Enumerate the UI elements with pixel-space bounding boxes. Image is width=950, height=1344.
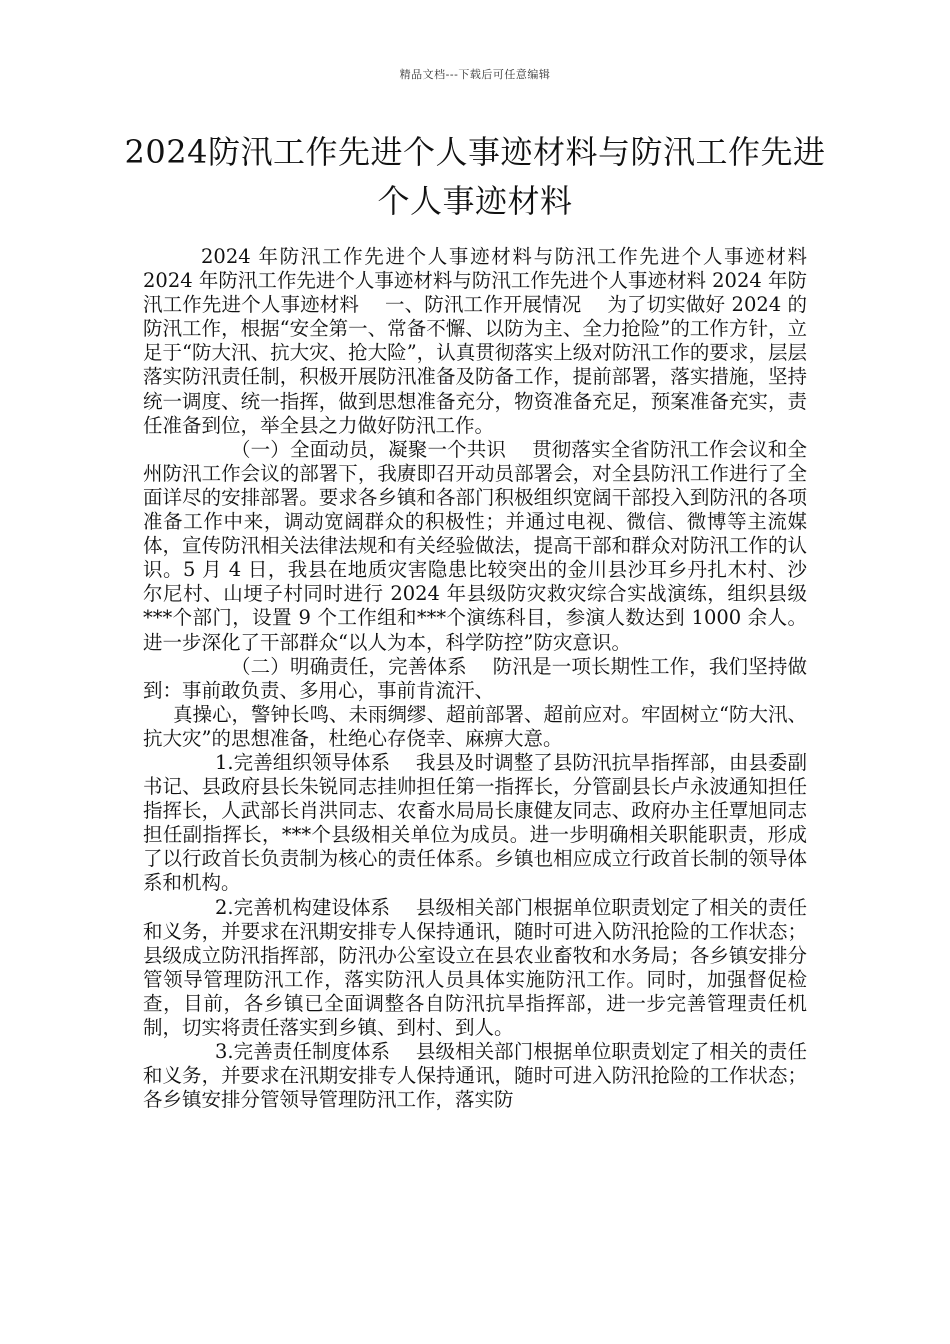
paragraph-item-2: 2.完善机构建设体系 县级相关部门根据单位职责划定了相关的责任和义务，并要求在汛期安排专人保持通讯，随时可进入防汛抢险的工作状态；县级成立防汛指挥部，防汛办公室设立在县农业畜牧和水务局；各乡镇安排分管领导管理防汛工作，落实防汛人员具体实施防汛工作。同时，加强督促检查，目前，各乡镇已全面调整各自防汛抗旱指挥部，进一步完善管理责任机制，切实将责任落实到乡镇、到村、到人。 [143,895,807,1039]
document-body [143,245,833,1112]
header-note: 精品文档---下载后可任意编辑 [399,68,551,81]
paragraph-section-1: （一）全面动员，凝聚一个共识 贯彻落实全省防汛工作会议和全州防汛工作会议的部署下，我赓即召开动员部署会，对全县防汛工作进行了全面详尽的安排部署。要求各乡镇和各部门积极组织宽阔干部投入到防汛的各项准备工作中来，调动宽阔群众的积极性；并通过电视、微信、微博等主流媒体，宣传防汛相关法律法规和有关经验做法，提高干部和群众对防汛工作的认识。5 月 4 日，我县在地质灾害隐患比较突出的金川县沙耳乡丹扎木村、沙尔尼村、山埂子村同时进行 2024 年县级防灾救灾综合实战演练，组织县级***个部门，设置 9 个工作组和***个演练科目，参演人数达到 1000 余人。进一步深化了干部群众“以人为本，科学防控”防灾意识。 [143,437,807,654]
paragraph-intro: 2024 年防汛工作先进个人事迹材料与防汛工作先进个人事迹材料 2024 年防汛工作先进个人事迹材料与防汛工作先进个人事迹材料 2024 年防汛工作先进个人事迹材料 一、防汛工作开展情况 为了切实做好 2024 的防汛工作，根据“安全第一、常备不懈、以防为主、全力抢险”的工作方针，立足于“防大汛、抗大灾、抢大险”，认真贯彻落实上级对防汛工作的要求，层层落实防汛责任制，积极开展防汛准备及防备工作，提前部署，落实措施，坚持统一调度、统一指挥，做到思想准备充分，物资准备充足，预案准备充实，责任准备到位，举全县之力做好防汛工作。 [143,245,833,437]
paragraph-item-1: 1.完善组织领导体系 我县及时调整了县防汛抗旱指挥部，由县委副书记、县政府县长朱锐同志挂帅担任第一指挥长，分管副县长卢永波通知担任指挥长，人武部长肖洪同志、农畜水局局长康健友同志、政府办主任覃旭同志担任副指挥长，***个县级相关单位为成员。进一步明确相关职能职责，形成了以行政首长负责制为核心的责任体系。乡镇也相应成立行政首长制的领导体系和机构。 [143,750,807,895]
paragraph-section-2: （二）明确责任，完善体系 防汛是一项长期性工作，我们坚持做到：事前敢负责、多用心，事前肯流汗、 [143,654,807,702]
paragraph-item-3: 3.完善责任制度体系 县级相关部门根据单位职责划定了相关的责任和义务，并要求在汛期安排专人保持通讯，随时可进入防汛抢险的工作状态；各乡镇安排分管领导管理防汛工作，落实防 [143,1040,807,1112]
page-title: 2024防汛工作先进个人事迹材料与防汛工作先进个人事迹材料 [124,133,826,220]
paragraph-section-2-cont: 真操心，警钟长鸣、未雨绸缪、超前部署、超前应对。牢固树立“防大汛、抗大灾”的思想准备，杜绝心存侥幸、麻痹大意。 [143,702,807,750]
